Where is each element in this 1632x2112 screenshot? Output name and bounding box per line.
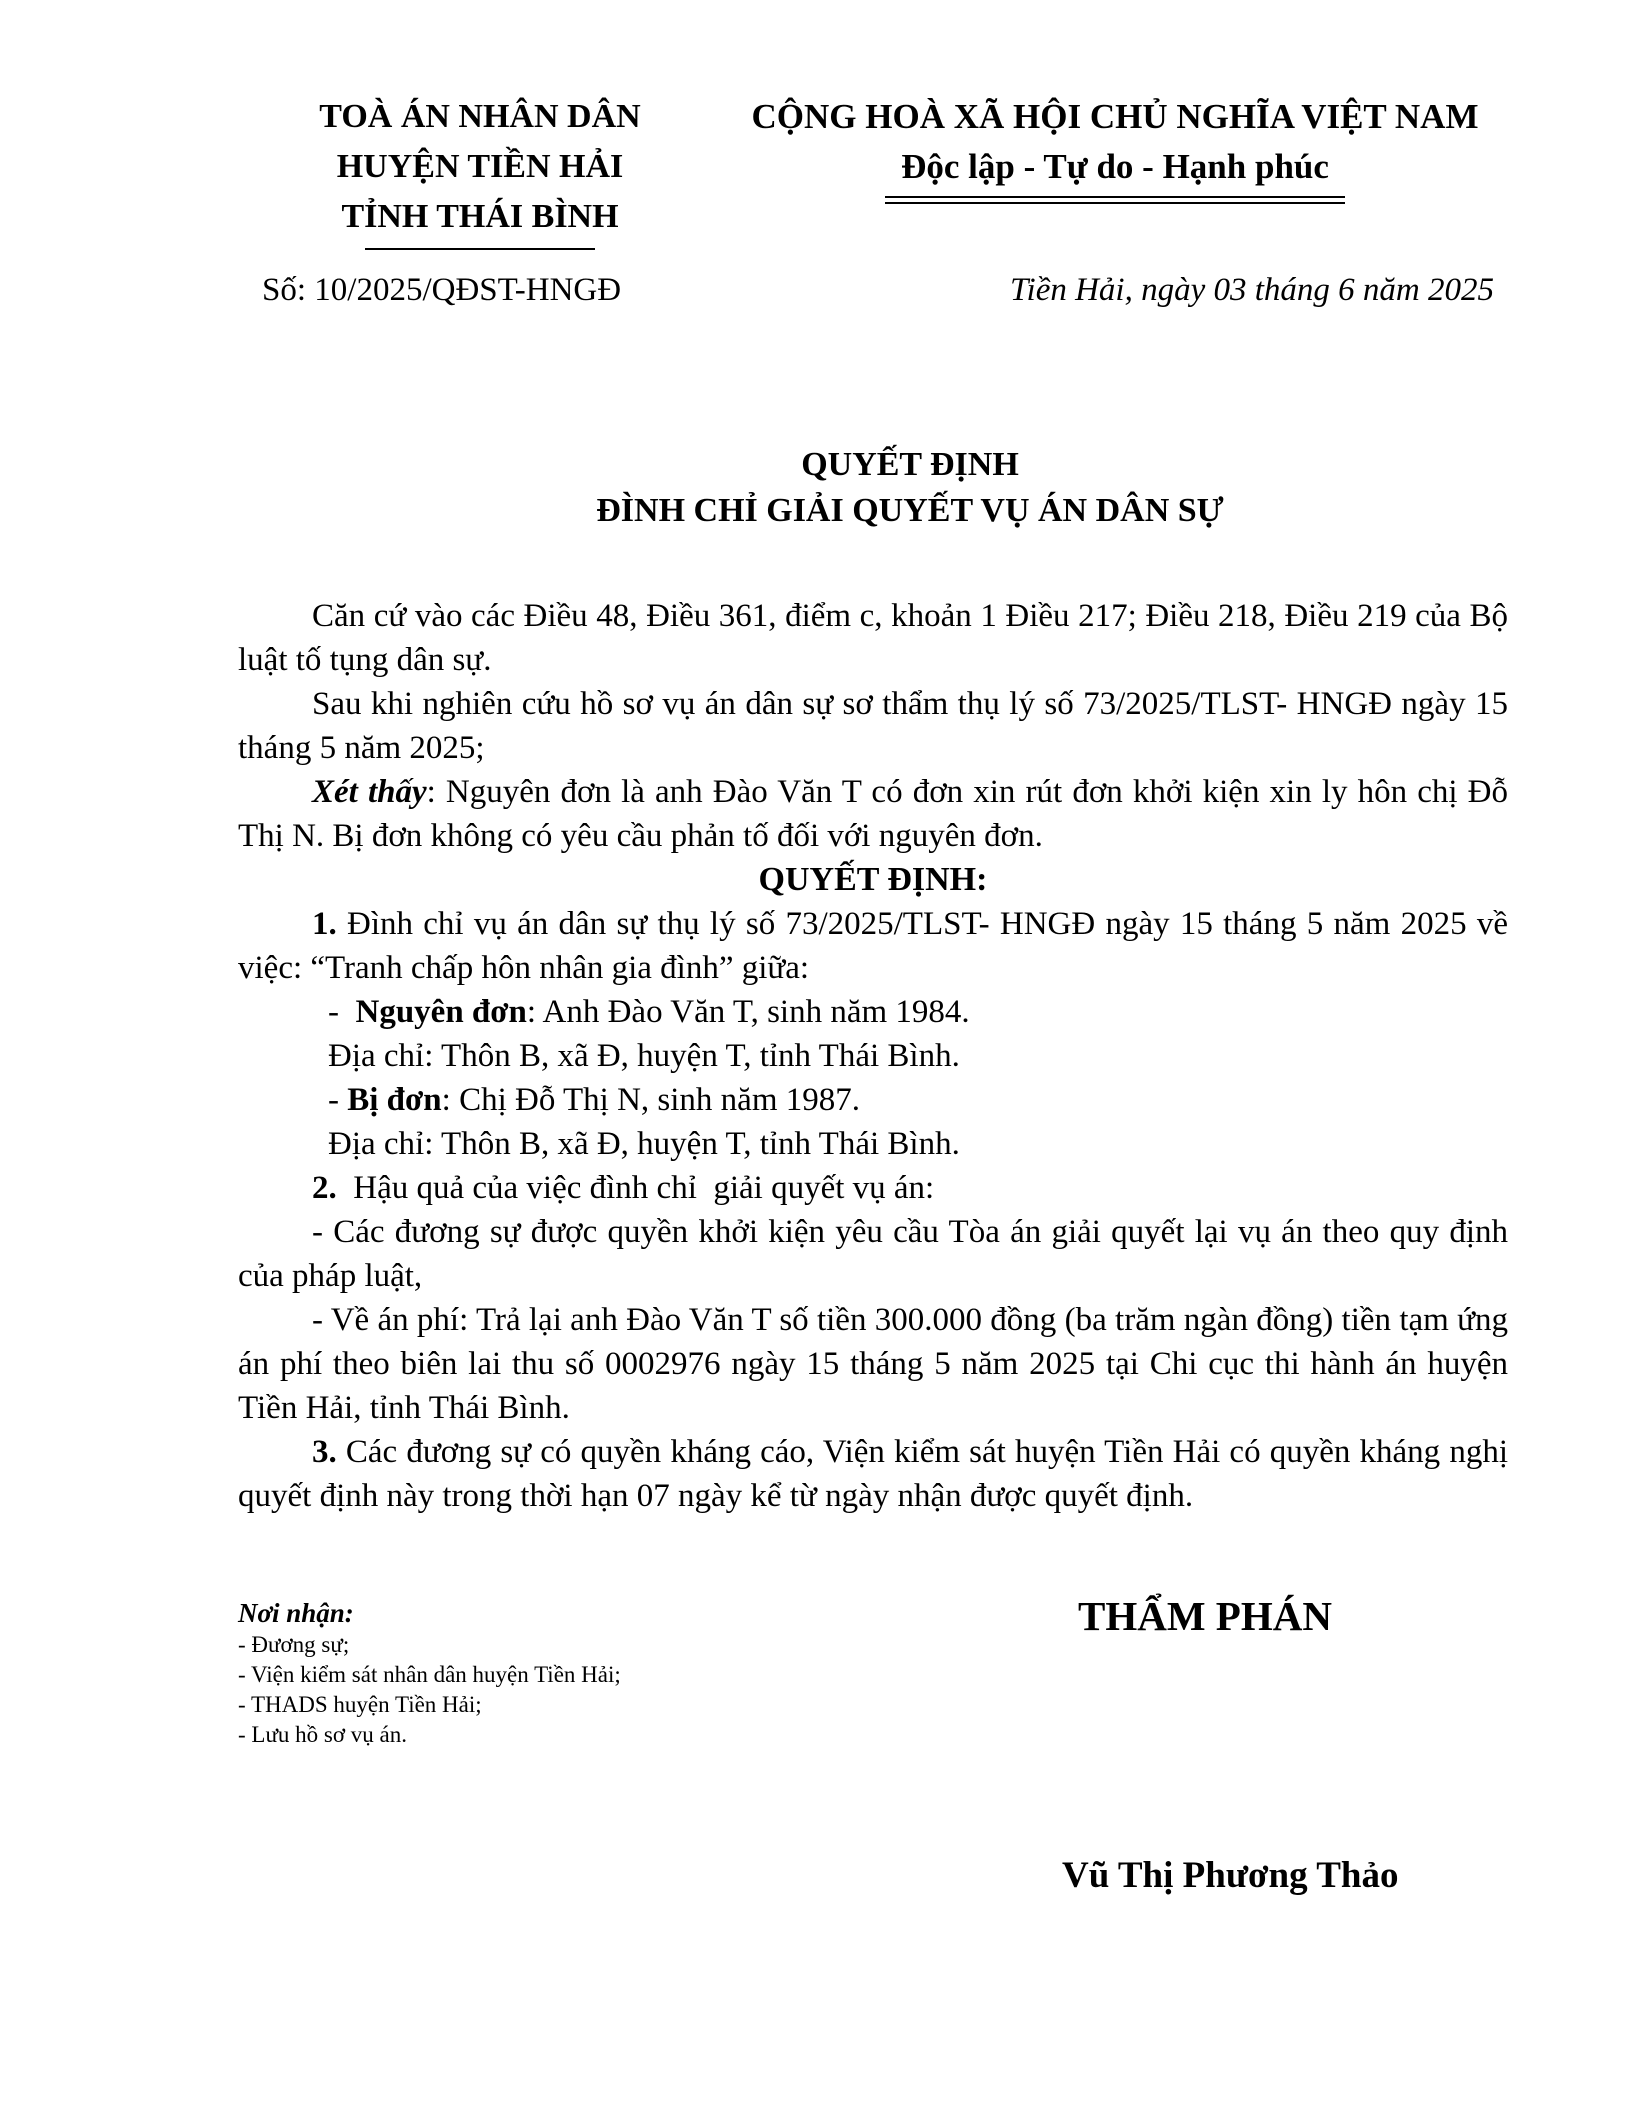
place-date: Tiền Hải, ngày 03 tháng 6 năm 2025 xyxy=(1010,272,1494,308)
court-header xyxy=(300,92,660,250)
recipient-item: - THADS huyện Tiền Hải; xyxy=(238,1692,482,1717)
defendant-address: Địa chỉ: Thôn B, xã Đ, huyện T, tỉnh Thái Bình. xyxy=(328,1126,960,1162)
decision-item-3 xyxy=(238,1430,1508,1518)
plaintiff-text: : Anh Đào Văn T, sinh năm 1984. xyxy=(526,994,970,1030)
recipient-item: - Đương sự; xyxy=(238,1632,350,1657)
case-review-paragraph: Sau khi nghiên cứu hồ sơ vụ án dân sự sơ thẩm thụ lý số 73/2025/TLST- HNGĐ ngày 15 tháng 5 năm 2025; xyxy=(238,686,1508,766)
court-underline xyxy=(365,248,595,250)
item-1-text: Đình chỉ vụ án dân sự thụ lý số 73/2025/TLST- HNGĐ ngày 15 tháng 5 năm 2025 về việc: “Tranh chấp hôn nhân gia đình” giữa: xyxy=(238,906,1508,986)
finding-text: : Nguyên đơn là anh Đào Văn T có đơn xin rút đơn khởi kiện xin ly hôn chị Đỗ Thị N. Bị đơn không có yêu cầu phản tố đối với nguyên đơn. xyxy=(238,774,1509,854)
decision-heading: QUYẾT ĐỊNH: xyxy=(758,861,988,898)
defendant-text: : Chị Đỗ Thị N, sinh năm 1987. xyxy=(441,1082,860,1118)
judge-name: Vũ Thị Phương Thảo xyxy=(1062,1855,1399,1896)
judge-title: THẨM PHÁN xyxy=(1078,1593,1332,1639)
court-line-1: TOÀ ÁN NHÂN DÂN xyxy=(319,98,641,135)
defendant-dash: - xyxy=(328,1082,348,1118)
decision-subtitle: ĐÌNH CHỈ GIẢI QUYẾT VỤ ÁN DÂN SỰ xyxy=(596,492,1224,529)
recipients-block xyxy=(238,1596,621,1750)
court-line-2: HUYỆN TIỀN HẢI xyxy=(336,148,624,185)
finding-label: Xét thấy xyxy=(312,774,427,810)
motto: Độc lập - Tự do - Hạnh phúc xyxy=(901,147,1329,186)
decision-item-1 xyxy=(238,902,1508,990)
recipient-item: - Lưu hồ sơ vụ án. xyxy=(238,1722,407,1747)
motto-underline xyxy=(885,196,1345,204)
item-2-text: Hậu quả của việc đình chỉ giải quyết vụ án: xyxy=(336,1170,935,1206)
document-body xyxy=(238,594,1508,1518)
finding-paragraph xyxy=(238,770,1508,858)
item-3-text: Các đương sự có quyền kháng cáo, Viện kiểm sát huyện Tiền Hải có quyền kháng nghị quyết định này trong thời hạn 07 ngày kể từ ngày nhận được quyết định. xyxy=(238,1434,1508,1514)
item-2-consequence-b: - Về án phí: Trả lại anh Đào Văn T số tiền 300.000 đồng (ba trăm ngàn đồng) tiền tạm ứng án phí theo biên lai thu số 0002976 ngày 15 tháng 5 năm 2025 tại Chi cục thi hành án huyện Tiền Hải, tỉnh Thái Bình. xyxy=(238,1302,1508,1426)
item-3-number: 3. xyxy=(312,1434,337,1470)
item-2-number: 2. xyxy=(312,1170,337,1206)
nation-title: CỘNG HOÀ XÃ HỘI CHỦ NGHĨA VIỆT NAM xyxy=(751,97,1479,136)
nation-header xyxy=(730,92,1500,204)
recipients-heading: Nơi nhận: xyxy=(238,1598,354,1628)
plaintiff-dash: - xyxy=(328,994,356,1030)
item-1-number: 1. xyxy=(312,906,337,942)
defendant-label: Bị đơn xyxy=(347,1082,442,1118)
court-line-3: TỈNH THÁI BÌNH xyxy=(341,198,619,235)
document-number: Số: 10/2025/QĐST-HNGĐ xyxy=(262,272,622,308)
item-2-consequence-a: - Các đương sự được quyền khởi kiện yêu cầu Tòa án giải quyết lại vụ án theo quy định của pháp luật, xyxy=(238,1214,1508,1294)
plaintiff-label: Nguyên đơn xyxy=(355,994,527,1030)
plaintiff-line xyxy=(238,990,1508,1034)
recipient-item: - Viện kiểm sát nhân dân huyện Tiền Hải; xyxy=(238,1662,621,1687)
plaintiff-address: Địa chỉ: Thôn B, xã Đ, huyện T, tỉnh Thái Bình. xyxy=(328,1038,960,1074)
legal-basis-paragraph: Căn cứ vào các Điều 48, Điều 361, điểm c, khoản 1 Điều 217; Điều 218, Điều 219 của Bộ luật tố tụng dân sự. xyxy=(238,598,1508,678)
decision-item-2 xyxy=(238,1166,1508,1210)
decision-title: QUYẾT ĐỊNH xyxy=(801,446,1019,483)
defendant-line xyxy=(238,1078,1508,1122)
